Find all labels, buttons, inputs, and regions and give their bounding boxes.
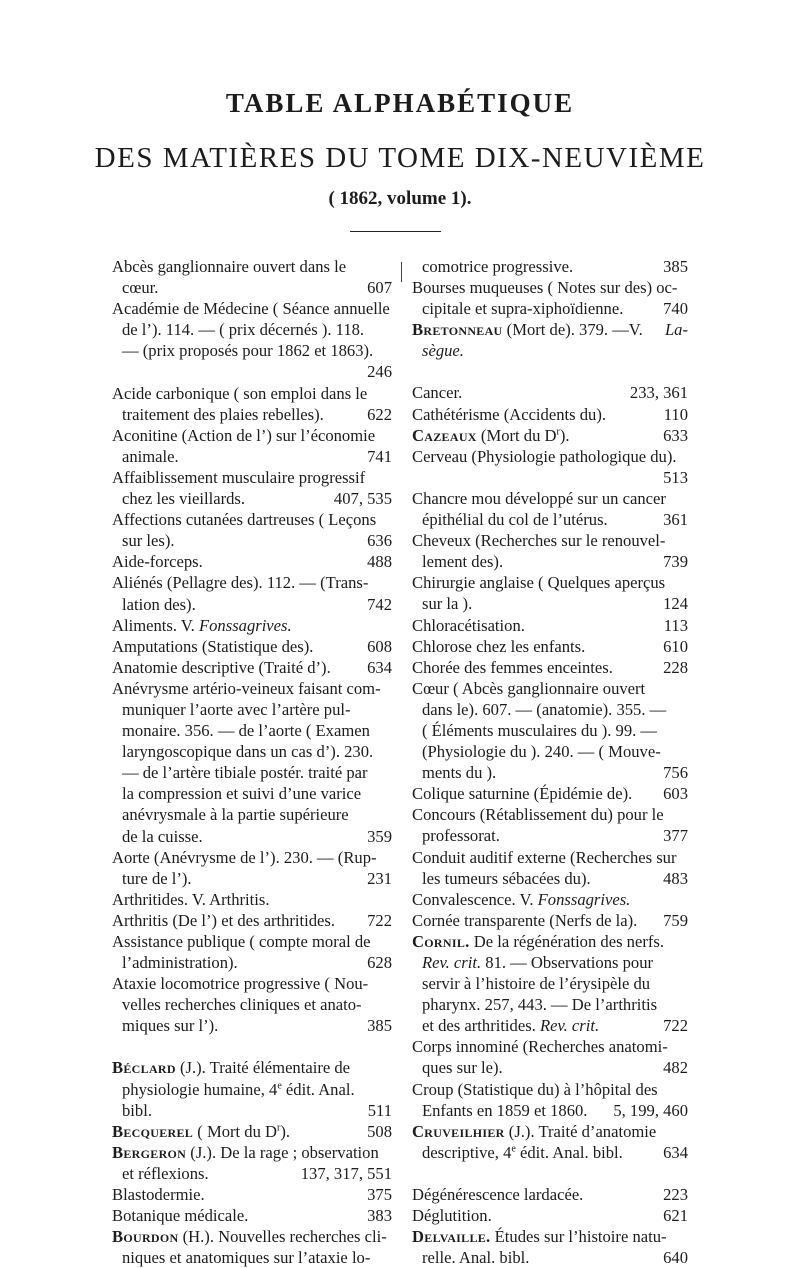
entry-text: Cœur ( Abcès ganglionnaire ouvert xyxy=(412,678,646,698)
page-ref: 483 xyxy=(663,868,688,888)
page-ref: 110 xyxy=(663,404,688,424)
page-ref: 636 xyxy=(367,531,392,551)
entry-line xyxy=(112,1184,392,1205)
entry-text: Déglutition. xyxy=(412,1206,492,1226)
entry-text: Corps innominé (Recherches anatomi- xyxy=(412,1037,668,1057)
entry-line xyxy=(412,762,688,783)
index-entry-acide xyxy=(112,383,392,425)
entry-line xyxy=(412,256,688,277)
page-ref: 634 xyxy=(663,1142,688,1162)
entry-text: cœur. xyxy=(122,278,159,298)
entry-line xyxy=(112,1100,392,1121)
index-entry-aorte xyxy=(112,847,392,889)
section-gap xyxy=(412,1163,688,1184)
superscript: r xyxy=(277,1122,281,1134)
page-title: TABLE ALPHABÉTIQUE xyxy=(225,88,575,118)
entry-text: laryngoscopique dans un cas d’). 230. xyxy=(122,742,374,762)
entry-text: Blastodermie. xyxy=(112,1185,205,1205)
entry-text: Assistance publique ( compte moral de xyxy=(112,932,371,951)
page-ref: 231 xyxy=(367,868,392,888)
superscript: e xyxy=(277,1080,282,1092)
index-entry-conduit xyxy=(412,847,688,889)
page-ref: 756 xyxy=(663,763,688,783)
entry-text: édit. Anal. xyxy=(281,1079,355,1099)
page-ref: 610 xyxy=(663,636,688,656)
index-entry-alienes xyxy=(112,572,392,614)
page-ref: 739 xyxy=(663,552,688,572)
entry-line xyxy=(112,826,392,847)
entry-text: de l’). 114. — ( prix décernés ). 118. xyxy=(122,320,365,340)
entry-text: ture de l’). xyxy=(122,868,192,888)
entry-text: lation des). xyxy=(122,594,196,614)
entry-line xyxy=(412,1015,688,1036)
entry-text: sur la ). xyxy=(422,594,473,614)
entry-text: miques sur l’). xyxy=(122,1016,219,1036)
entry-text xyxy=(412,931,688,952)
entry-text: cipitale et supra-xiphoïdienne. xyxy=(422,299,624,319)
page-ref: 633 xyxy=(663,425,688,445)
entry-text: lement des). xyxy=(422,552,504,572)
entry-text: relle. Anal. bibl. xyxy=(422,1248,530,1268)
entry-line xyxy=(412,1057,688,1078)
entry-text: Enfants en 1859 et 1860. xyxy=(422,1100,588,1120)
entry-line xyxy=(412,615,688,636)
entry-text: velles recherches cliniques et anato- xyxy=(122,995,362,1015)
entry-text: Cruveilhier xyxy=(412,1121,505,1141)
entry-text: et réflexions. xyxy=(122,1163,209,1183)
page-ref: 740 xyxy=(663,299,688,319)
entry-text: Aide-forceps. xyxy=(112,552,203,572)
index-entry-cornee xyxy=(412,910,688,931)
index-entry-bretonneau xyxy=(412,319,688,361)
index-entry-bourdon xyxy=(112,1226,392,1268)
entry-text: professorat. xyxy=(422,826,500,846)
page-ref: 385 xyxy=(663,257,688,276)
entry-text: et des arthritides. xyxy=(422,1016,536,1036)
entry-line xyxy=(412,1142,688,1163)
page-ref: 377 xyxy=(663,826,688,846)
index-entry-cerveau xyxy=(412,446,688,488)
page-ref: 407, 535 xyxy=(333,489,392,509)
entry-text: Cancer. xyxy=(412,383,463,403)
page-ref: 603 xyxy=(663,784,688,804)
entry-text: édit. Anal. bibl. xyxy=(515,1142,623,1162)
entry-text: 81. — Observations pour xyxy=(481,953,654,972)
index-entry-croup xyxy=(412,1079,688,1121)
entry-text: Aorte (Anévrysme de l’). 230. — (Rup- xyxy=(112,847,377,867)
entry-line xyxy=(412,1247,688,1268)
entry-text: (H.). Nouvelles recherches cli- xyxy=(178,1227,387,1247)
entry-text: Cathétérisme (Accidents du). xyxy=(412,404,606,424)
index-entry-arthritis xyxy=(112,910,392,931)
entry-text: Croup (Statistique du) à l’hôpital des xyxy=(412,1079,658,1099)
entry-text: ( Éléments musculaires du ). 99. — xyxy=(422,720,658,740)
index-entry-blastodermie xyxy=(112,1184,392,1205)
entry-text: dans le). 607. — (anatomie). 355. — xyxy=(422,699,667,719)
entry-text: Bergeron xyxy=(112,1142,187,1162)
index-entry-affections xyxy=(112,509,392,551)
entry-text: ). xyxy=(559,425,570,445)
entry-text: Amputations (Statistique des). xyxy=(112,636,314,656)
entry-text: ments du ). xyxy=(422,763,497,783)
index-entry-chlorose xyxy=(412,636,688,657)
index-entry-botanique xyxy=(112,1205,392,1226)
page-ref: 228 xyxy=(663,657,688,677)
index-entry-academie xyxy=(112,298,392,382)
entry-line xyxy=(112,1205,392,1226)
index-entry-beclard xyxy=(112,1057,392,1120)
entry-text: (Physiologie du ). 240. — ( Mouve- xyxy=(422,742,661,762)
entry-text xyxy=(412,1226,688,1247)
entry-text: épithélial du col de l’utérus. xyxy=(422,510,608,530)
entry-text xyxy=(412,952,688,973)
entry-text: ( Mort du D xyxy=(193,1121,278,1141)
entry-text: Abcès ganglionnaire ouvert dans le xyxy=(112,257,347,276)
index-entry-amputations xyxy=(112,636,392,657)
entry-line xyxy=(112,530,392,551)
entry-text: animale. xyxy=(122,446,179,466)
superscript: e xyxy=(511,1143,516,1155)
entry-text: (J.). De la rage ; observation xyxy=(186,1142,379,1162)
index-column-right xyxy=(412,256,688,1268)
entry-text: comotrice progressive. xyxy=(422,257,574,276)
entry-text xyxy=(112,1057,392,1078)
entry-line xyxy=(412,910,688,931)
index-entry-aide-forceps xyxy=(112,551,392,572)
entry-text: Becquerel xyxy=(112,1121,194,1141)
entry-text: Colique saturnine (Épidémie de). xyxy=(412,784,633,804)
entry-text: Béclard xyxy=(112,1058,176,1078)
entry-text: niques et anatomiques sur l’ataxie lo- xyxy=(122,1248,371,1268)
index-entry-abces xyxy=(112,256,392,298)
index-entry-cornil xyxy=(412,931,688,1036)
entry-line xyxy=(412,1100,688,1121)
index-entry-arthritides xyxy=(112,889,392,910)
entry-line xyxy=(112,551,392,572)
entry-line xyxy=(412,825,688,846)
entry-text: Botanique médicale. xyxy=(112,1206,249,1226)
index-entry-coeur xyxy=(412,678,688,783)
page-ref: 634 xyxy=(367,657,392,677)
entry-line xyxy=(412,636,688,657)
entry-text: Études sur l’histoire natu- xyxy=(490,1227,667,1247)
entry-line xyxy=(412,425,688,446)
entry-text: Cerveau (Physiologie pathologique du). xyxy=(412,446,677,466)
page-ref: 246 xyxy=(367,362,392,382)
entry-text: muniquer l’aorte avec l’artère pul- xyxy=(122,699,351,719)
entry-text: Aliments. V. xyxy=(112,615,195,635)
entry-text xyxy=(412,319,643,340)
entry-text: servir à l’histoire de l’érysipèle du xyxy=(422,974,651,994)
page-ref: 607 xyxy=(367,278,392,298)
entry-line xyxy=(112,636,392,657)
entry-text xyxy=(112,615,392,636)
page-ref: 385 xyxy=(367,1016,392,1036)
entry-text: ). xyxy=(280,1121,291,1141)
entry-text: bibl. xyxy=(122,1100,152,1120)
entry-text: Cheveux (Recherches sur le renouvel- xyxy=(412,531,666,551)
entry-line xyxy=(112,1015,392,1036)
title-rule-divider xyxy=(350,231,441,232)
entry-text: Cazeaux xyxy=(412,425,477,445)
entry-text: (J.). Traité d’anatomie xyxy=(504,1121,657,1141)
entry-text: (Mort du D xyxy=(476,425,557,445)
entry-text: Rev. crit. xyxy=(539,1016,600,1036)
index-entry-chirurgie xyxy=(412,572,688,614)
entry-text xyxy=(412,425,570,446)
index-entry-colique xyxy=(412,783,688,804)
entry-text: monaire. 356. — de l’aorte ( Examen xyxy=(122,721,370,741)
entry-text: (J.). Traité élémentaire de xyxy=(175,1058,351,1078)
entry-text: Chorée des femmes enceintes. xyxy=(412,657,613,677)
index-entry-delvaille xyxy=(412,1226,688,1268)
entry-text: anévrysmale à la partie supérieure xyxy=(122,805,349,825)
entry-text xyxy=(112,1121,290,1142)
page-ref: 759 xyxy=(663,910,688,930)
entry-text: Anatomie descriptive (Traité d’). xyxy=(112,657,331,677)
index-entry-bergeron xyxy=(112,1142,392,1184)
index-entry-convalescence xyxy=(412,889,688,910)
page-ref: 375 xyxy=(367,1185,392,1205)
entry-text: Bretonneau xyxy=(412,320,503,340)
entry-text: Affaiblissement musculaire progressif xyxy=(112,467,366,487)
entry-text xyxy=(112,1226,392,1247)
page-ref: 383 xyxy=(367,1206,392,1226)
entry-text: Académie de Médecine ( Séance annuelle xyxy=(112,299,390,319)
entry-text: Affections cutanées dartreuses ( Leçons xyxy=(112,510,377,530)
page-ref: 722 xyxy=(367,910,392,930)
entry-line xyxy=(112,657,392,678)
entry-text: les tumeurs sébacées du). xyxy=(422,868,591,888)
entry-line xyxy=(112,594,392,615)
entry-line xyxy=(412,298,688,319)
entry-text: descriptive, 4 xyxy=(422,1142,512,1162)
index-entry-degenerescence xyxy=(412,1184,688,1205)
entry-line xyxy=(412,1205,688,1226)
entry-line xyxy=(112,910,392,931)
volume-subtitle: ( 1862, volume 1). xyxy=(328,188,472,209)
superscript: r xyxy=(556,426,560,438)
entry-line xyxy=(112,446,392,467)
entry-text: Ataxie locomotrice progressive ( Nou- xyxy=(112,974,369,994)
entry-line xyxy=(412,404,688,425)
page-ref: 113 xyxy=(663,615,688,635)
index-entry-bourses xyxy=(412,277,688,319)
entry-text: physiologie humaine, 4 xyxy=(122,1079,278,1099)
entry-text: Fonssagrives. xyxy=(199,615,292,635)
index-column-left xyxy=(112,256,392,1268)
entry-line xyxy=(412,1184,688,1205)
section-gap xyxy=(412,361,688,382)
entry-text: traitement des plaies rebelles). xyxy=(122,404,324,424)
index-entry-anevrysme xyxy=(112,678,392,847)
entry-text: de la cuisse. xyxy=(122,826,203,846)
entry-text: Acide carbonique ( son emploi dans le xyxy=(112,383,368,403)
index-entry-chancre xyxy=(412,488,688,530)
entry-text: Dégénérescence lardacée. xyxy=(412,1184,584,1204)
entry-text: Arthritis (De l’) et des arthritides. xyxy=(112,910,336,930)
entry-line xyxy=(412,509,688,530)
entry-line xyxy=(112,404,392,425)
entry-text: Rev. crit. xyxy=(422,953,482,972)
entry-line xyxy=(112,1121,392,1142)
page-ref: 488 xyxy=(367,552,392,572)
page-title-secondary: DES MATIÈRES DU TOME DIX-NEUVIÈME xyxy=(94,142,706,174)
entry-text: La- xyxy=(664,320,688,340)
page-ref: 608 xyxy=(367,636,392,656)
entry-text: pharynx. 257, 443. — De l’arthritis xyxy=(422,995,658,1015)
index-entry-cruveilhier xyxy=(412,1121,688,1163)
entry-text: De la régénération des nerfs. xyxy=(469,931,665,951)
entry-line xyxy=(412,551,688,572)
entry-line xyxy=(112,277,392,298)
entry-text: Arthritides. V. Arthritis. xyxy=(112,889,270,909)
entry-text: Bourdon xyxy=(112,1227,179,1247)
entry-text: sègue. xyxy=(422,341,464,361)
index-entry-assistance xyxy=(112,931,392,973)
entry-line xyxy=(112,1163,392,1184)
index-entry-cancer xyxy=(412,382,688,403)
entry-text: Delvaille. xyxy=(412,1227,491,1247)
entry-text xyxy=(412,1121,688,1142)
page-ref: 628 xyxy=(367,953,392,973)
index-entry-aliments xyxy=(112,615,392,636)
page-ref: 137, 317, 551 xyxy=(300,1163,392,1183)
entry-text: Chloracétisation. xyxy=(412,615,525,635)
entry-line xyxy=(412,868,688,889)
index-entry-deglutition xyxy=(412,1205,688,1226)
entry-text: Chancre mou développé sur un cancer xyxy=(412,488,666,508)
entry-text: Aconitine (Action de l’) sur l’économie xyxy=(112,425,376,445)
page-ref: 223 xyxy=(663,1184,688,1204)
entry-line xyxy=(412,783,688,804)
page-ref: 361 xyxy=(663,510,688,530)
page-ref: 640 xyxy=(663,1248,688,1268)
page-ref: 511 xyxy=(367,1100,392,1120)
entry-text: la compression et suivi d’une varice xyxy=(122,784,362,804)
entry-text: Anévrysme artério-veineux faisant com- xyxy=(112,678,381,698)
entry-line xyxy=(412,593,688,614)
index-entry-aconitine xyxy=(112,425,392,467)
page-ref: 722 xyxy=(663,1016,688,1036)
entry-text xyxy=(112,1142,392,1163)
index-entry-cazeaux xyxy=(412,425,688,446)
entry-line xyxy=(412,657,688,678)
entry-text: Chirurgie anglaise ( Quelques aperçus xyxy=(412,573,666,593)
index-entry-concours xyxy=(412,804,688,846)
entry-line xyxy=(112,952,392,973)
index-entry-cheveux xyxy=(412,530,688,572)
entry-text: l’administration). xyxy=(122,953,238,973)
page-ref: 359 xyxy=(367,826,392,846)
page-ref: 124 xyxy=(663,594,688,614)
page-ref: 482 xyxy=(663,1058,688,1078)
entry-text: Bourses muqueuses ( Notes sur des) oc- xyxy=(412,278,678,298)
entry-line xyxy=(112,868,392,889)
page-ref: 513 xyxy=(663,467,688,487)
entry-text: Concours (Rétablissement du) pour le xyxy=(412,805,664,825)
entry-text: Cornée transparente (Nerfs de la). xyxy=(412,910,638,930)
page-ref: 508 xyxy=(367,1121,392,1141)
page-ref: 741 xyxy=(367,446,392,466)
index-entry-corps xyxy=(412,1036,688,1078)
entry-text: Cornil. xyxy=(412,931,470,951)
entry-text: — de l’artère tibiale postér. traité par xyxy=(122,763,368,783)
column-divider xyxy=(401,262,402,282)
page-ref: 233, 361 xyxy=(629,383,688,403)
entry-line xyxy=(412,382,688,403)
entry-text: Fonssagrives. xyxy=(537,889,631,909)
index-entry-affaiblissement xyxy=(112,467,392,509)
index-entry-becquerel xyxy=(112,1121,392,1142)
entry-text: ques sur le). xyxy=(422,1058,503,1078)
page-ref: 742 xyxy=(367,594,392,614)
index-entry-choree xyxy=(412,657,688,678)
page-ref: 5, 199, 460 xyxy=(613,1100,688,1120)
entry-text: sur les). xyxy=(122,531,175,551)
entry-text: Convalescence. V. xyxy=(412,889,534,909)
entry-text: Aliénés (Pellagre des). 112. — (Trans- xyxy=(112,573,369,593)
index-entry-chloracetisation xyxy=(412,615,688,636)
entry-text: Chlorose chez les enfants. xyxy=(412,636,586,656)
page-ref: 622 xyxy=(367,404,392,424)
entry-text xyxy=(412,889,688,910)
index-entry-ataxie xyxy=(112,973,392,1036)
index-entry-anatomie xyxy=(112,657,392,678)
entry-text: chez les vieillards. xyxy=(122,489,246,509)
entry-text xyxy=(422,1142,623,1163)
entry-text xyxy=(112,1079,392,1100)
entry-line xyxy=(112,488,392,509)
entry-text xyxy=(422,1015,599,1036)
entry-text: Conduit auditif externe (Recherches sur xyxy=(412,847,677,867)
entry-text: (Mort de). 379. —V. xyxy=(502,320,643,340)
index-entry-bourdon-continued xyxy=(412,256,688,277)
entry-line xyxy=(412,319,688,340)
entry-text: — (prix proposés pour 1862 et 1863). xyxy=(122,341,374,361)
index-entry-catheterisme xyxy=(412,404,688,425)
page-ref: 621 xyxy=(663,1206,688,1226)
section-gap xyxy=(112,1036,392,1057)
